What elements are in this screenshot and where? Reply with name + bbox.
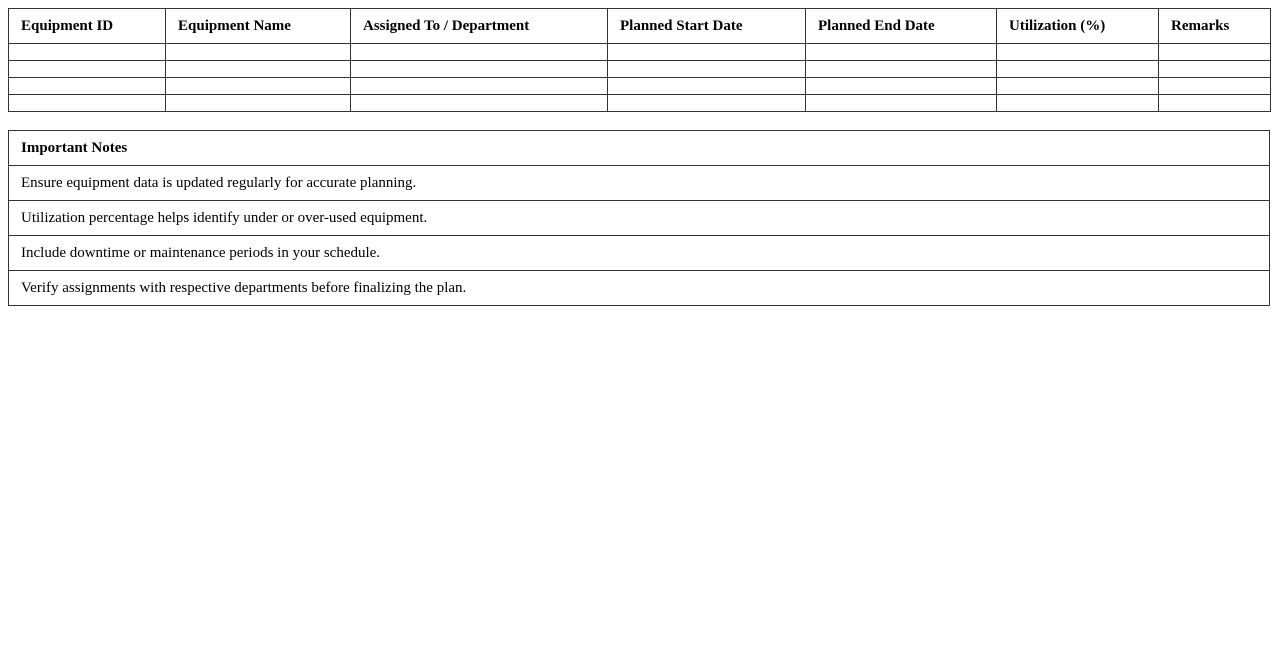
table-row <box>9 61 1271 78</box>
table-cell[interactable] <box>806 78 997 95</box>
note-row <box>9 201 1270 236</box>
header-planned-end: Planned End Date <box>806 9 997 44</box>
table-cell[interactable] <box>351 78 608 95</box>
important-notes-table <box>8 130 1270 306</box>
table-cell[interactable] <box>806 95 997 112</box>
table-row <box>9 44 1271 61</box>
table-cell[interactable] <box>1159 95 1271 112</box>
table-cell[interactable] <box>806 44 997 61</box>
note-item: Ensure equipment data is updated regularly for accurate planning. <box>9 166 1270 201</box>
notes-title-row <box>9 131 1270 166</box>
table-cell[interactable] <box>1159 44 1271 61</box>
table-cell[interactable] <box>9 44 166 61</box>
note-row <box>9 166 1270 201</box>
table-cell[interactable] <box>608 78 806 95</box>
table-cell[interactable] <box>9 95 166 112</box>
table-cell[interactable] <box>351 95 608 112</box>
note-item: Utilization percentage helps identify under or over-used equipment. <box>9 201 1270 236</box>
table-cell[interactable] <box>997 61 1159 78</box>
table-cell[interactable] <box>166 78 351 95</box>
table-cell[interactable] <box>166 61 351 78</box>
table-cell[interactable] <box>9 78 166 95</box>
table-cell[interactable] <box>1159 78 1271 95</box>
table-cell[interactable] <box>351 44 608 61</box>
table-cell[interactable] <box>997 78 1159 95</box>
table-cell[interactable] <box>997 44 1159 61</box>
table-cell[interactable] <box>608 61 806 78</box>
note-row <box>9 271 1270 306</box>
header-remarks: Remarks <box>1159 9 1271 44</box>
note-item: Include downtime or maintenance periods in your schedule. <box>9 236 1270 271</box>
equipment-schedule-table <box>8 8 1271 112</box>
table-row <box>9 78 1271 95</box>
table-cell[interactable] <box>1159 61 1271 78</box>
header-planned-start: Planned Start Date <box>608 9 806 44</box>
table-cell[interactable] <box>608 44 806 61</box>
header-utilization: Utilization (%) <box>997 9 1159 44</box>
note-row <box>9 236 1270 271</box>
header-assigned-to: Assigned To / Department <box>351 9 608 44</box>
table-cell[interactable] <box>166 44 351 61</box>
table-cell[interactable] <box>166 95 351 112</box>
table-cell[interactable] <box>9 61 166 78</box>
notes-title: Important Notes <box>9 131 1270 166</box>
table-cell[interactable] <box>806 61 997 78</box>
header-equipment-name: Equipment Name <box>166 9 351 44</box>
table-row <box>9 95 1271 112</box>
table-cell[interactable] <box>997 95 1159 112</box>
header-equipment-id: Equipment ID <box>9 9 166 44</box>
table-cell[interactable] <box>351 61 608 78</box>
note-item: Verify assignments with respective departments before finalizing the plan. <box>9 271 1270 306</box>
table-cell[interactable] <box>608 95 806 112</box>
table-header-row <box>9 9 1271 44</box>
